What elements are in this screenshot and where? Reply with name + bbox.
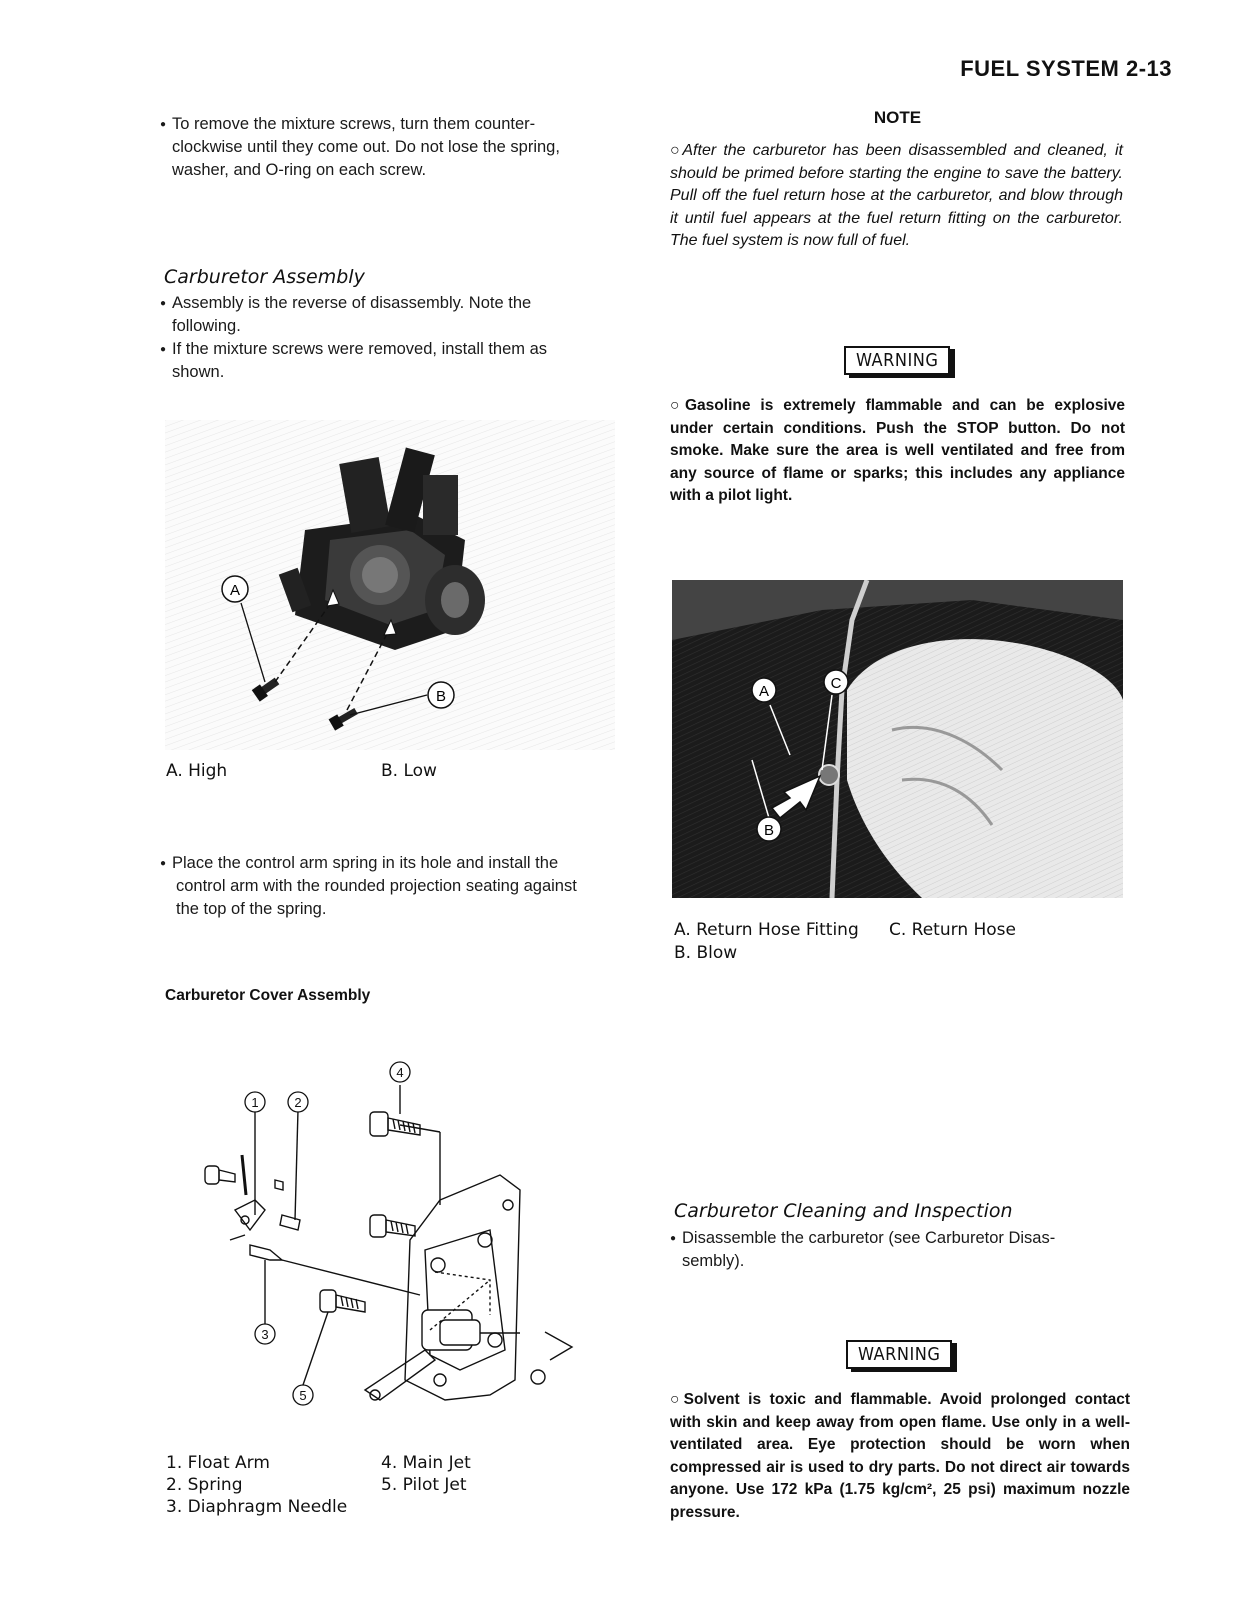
note-title: NOTE — [873, 108, 922, 127]
photo2-caption-c: C. Return Hose — [889, 920, 1016, 940]
warning-text-2: ○Solvent is toxic and flammable. Avoid prolonged contact with skin and keep away from open flame. Use only in a well-ventilated area. Eye protection should be worn when compressed air is used to dry parts. Do not direct air towards anyone. Use 172 kPa (1.75 kg/cm², 25 psi) maximum nozzle pressure. — [670, 1391, 1130, 1521]
diagram-num-5: 5 — [299, 1388, 307, 1403]
photo2-label-c: C — [830, 675, 842, 692]
text-line: shown. — [172, 363, 225, 381]
carburetor-assembly-heading: Carburetor Assembly — [164, 266, 365, 288]
legend-item: 4. Main Jet — [381, 1453, 471, 1473]
photo1-label-a: A — [229, 582, 241, 599]
photo1-caption-b: B. Low — [381, 761, 437, 781]
warning-label-1: WARNING — [844, 346, 950, 375]
photo2-label-b: B — [763, 822, 775, 839]
bullet-line: ● Place the control arm spring in its hole and install the — [162, 852, 632, 875]
bullet-line: ● If the mixture screws were removed, install them as — [162, 338, 617, 361]
note-text: ○After the carburetor has been disassembled and cleaned, it should be primed before starting the engine to save the battery. Pull off the fuel return hose at the carburetor, and blow through it until fuel appears at the fuel return fitting on the carburetor. The fuel system is now full of fuel. — [670, 142, 1123, 249]
legend-item: 5. Pilot Jet — [381, 1475, 467, 1495]
cover-assembly-title: Carburetor Cover Assembly — [165, 987, 371, 1004]
warning-label-2: WARNING — [846, 1340, 952, 1369]
photo2-caption-b: B. Blow — [674, 943, 738, 963]
photo1-caption-a: A. High — [166, 761, 228, 781]
legend-col-1 — [166, 1452, 347, 1518]
legend-item: 3. Diaphragm Needle — [166, 1497, 348, 1517]
page-header: FUEL SYSTEM 2-13 — [960, 56, 1172, 81]
text-line: following. — [172, 317, 241, 335]
diagram-num-4: 4 — [396, 1065, 404, 1080]
legend-col-2 — [381, 1452, 471, 1496]
diagram-num-3: 3 — [261, 1327, 269, 1342]
return-hose-photo — [672, 580, 1123, 898]
cover-assembly-diagram — [190, 1050, 590, 1420]
assembly-bullets — [162, 292, 617, 384]
cleaning-bullets — [672, 1227, 1127, 1273]
cleaning-heading: Carburetor Cleaning and Inspection — [674, 1200, 1013, 1222]
mixture-screws-photo — [165, 420, 615, 750]
text-line: sembly). — [682, 1252, 745, 1270]
photo2-label-a: A — [758, 683, 770, 700]
text-line: control arm with the rounded projection seating against — [176, 877, 577, 895]
legend-item: 1. Float Arm — [166, 1453, 270, 1473]
text-line: the top of the spring. — [176, 900, 327, 918]
mixture-screws-paragraph — [162, 113, 617, 182]
text-line: washer, and O-ring on each screw. — [172, 161, 427, 179]
photo2-caption-a: A. Return Hose Fitting — [674, 920, 859, 940]
diagram-num-1: 1 — [251, 1095, 259, 1110]
text-line: clockwise until they come out. Do not lose the spring, — [172, 138, 560, 156]
bullet-line: ● To remove the mixture screws, turn them counter- — [162, 113, 617, 136]
legend-item: 2. Spring — [166, 1475, 243, 1495]
warning-text-1: ○Gasoline is extremely flammable and can be explosive under certain conditions. Push the STOP button. Do not smoke. Make sure the area is well ventilated and free from any source of flame or sparks; this includes any appliance with a pilot light. — [670, 397, 1125, 504]
diagram-num-2: 2 — [294, 1095, 302, 1110]
bullet-line: ● Disassemble the carburetor (see Carburetor Disas- — [672, 1227, 1127, 1250]
photo1-label-b: B — [435, 688, 447, 705]
control-arm-paragraph — [162, 852, 632, 921]
bullet-line: ● Assembly is the reverse of disassembly. Note the — [162, 292, 617, 315]
